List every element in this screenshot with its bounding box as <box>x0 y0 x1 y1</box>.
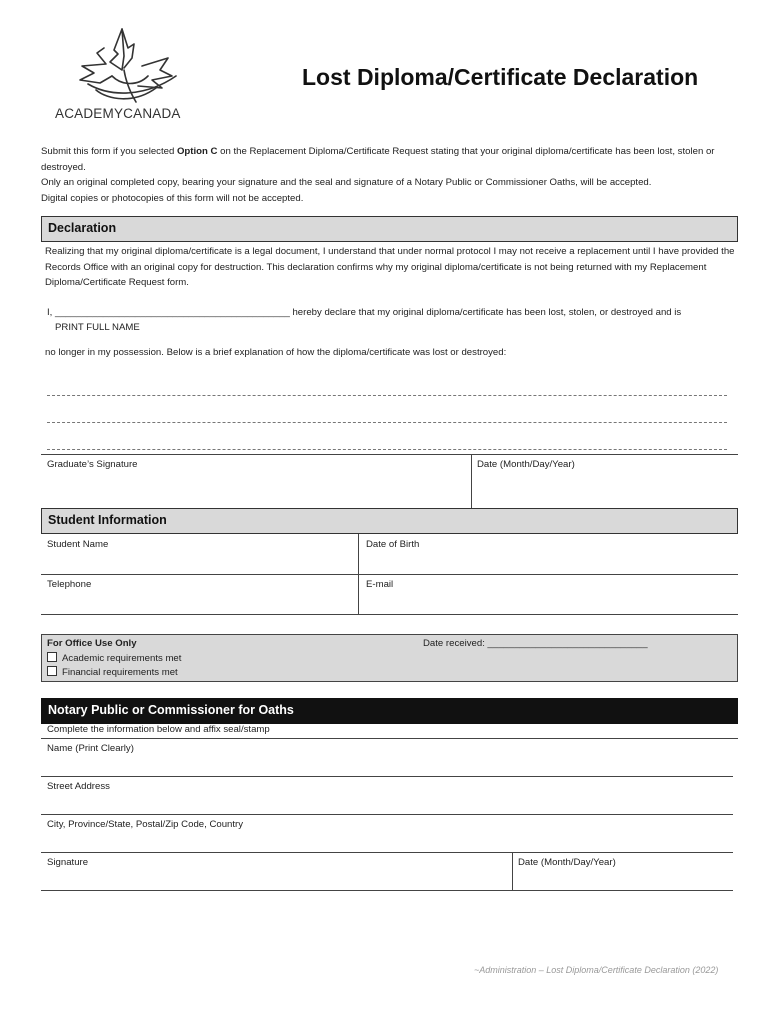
intro-text <box>41 144 741 206</box>
notary-rule-4 <box>41 890 733 891</box>
page-footer: ~Administration – Lost Diploma/Certificate Declaration (2022) <box>474 965 719 975</box>
print-name-label: PRINT FULL NAME <box>55 322 140 333</box>
academic-requirements-checkbox[interactable]: Academic requirements met <box>47 652 181 664</box>
declaration-statement-continued: no longer in my possession. Below is a brief explanation of how the diploma/certificate was lost or destroyed: <box>45 347 507 358</box>
notary-street-field[interactable]: Street Address <box>47 781 110 792</box>
student-info-heading: Student Information <box>41 508 738 534</box>
intro-line-3: Digital copies or photocopies of this form will not be accepted. <box>41 192 304 204</box>
declaration-heading: Declaration <box>41 216 738 242</box>
signature-row-top-rule <box>41 454 738 455</box>
financial-requirements-checkbox[interactable]: Financial requirements met <box>47 666 178 678</box>
graduate-date-field[interactable]: Date (Month/Day/Year) <box>477 459 575 470</box>
notary-date-field[interactable]: Date (Month/Day/Year) <box>518 857 616 868</box>
email-field[interactable]: E-mail <box>366 579 394 590</box>
full-name-blank[interactable]: ____________________________________________ <box>55 307 290 318</box>
student-name-field[interactable]: Student Name <box>47 539 109 550</box>
declaration-paragraph: Realizing that my original diploma/certificate is a legal document, I understand that under normal protocol I may not receive a replacement until I have provided the Records Office with an original copy for destruction. This declaration confirms why my original diploma/certificate is not being returned with my Replacement Diploma/Certificate Request form. <box>45 246 735 288</box>
student-info-rule-1 <box>41 574 738 575</box>
notary-heading: Notary Public or Commissioner for Oaths <box>41 698 738 724</box>
intro-line-1: Submit this form if you selected Option C on the Replacement Diploma/Certificate Request stating that your original diploma/certificate has been lost, stolen or destroyed. <box>41 146 715 173</box>
checkbox-icon <box>47 666 57 676</box>
office-use-heading: For Office Use Only <box>47 638 137 649</box>
notary-rule-1 <box>41 776 733 777</box>
explanation-line-2[interactable] <box>47 422 727 423</box>
date-of-birth-field[interactable]: Date of Birth <box>366 539 420 550</box>
notary-rule-3 <box>41 852 733 853</box>
graduate-signature-field[interactable]: Graduate’s Signature <box>47 459 138 470</box>
date-received-field[interactable]: Date received: ______________________________ <box>423 638 648 649</box>
telephone-field[interactable]: Telephone <box>47 579 92 590</box>
intro-line-2: Only an original completed copy, bearing your signature and the seal and signature of a Notary Public or Commissioner Oaths, will be accepted. <box>41 177 652 188</box>
signature-row-divider <box>471 454 472 508</box>
declaration-statement: I, ____________________________________________ hereby declare that my original diploma/certificate has been lost, stolen, or destroyed and is <box>47 307 682 318</box>
page-title: Lost Diploma/Certificate Declaration <box>302 64 699 90</box>
notary-subheading: Complete the information below and affix seal/stamp <box>47 724 270 735</box>
notary-rule-0 <box>41 738 738 739</box>
notary-city-field[interactable]: City, Province/State, Postal/Zip Code, Country <box>47 819 244 830</box>
notary-signature-divider <box>512 852 513 890</box>
notary-signature-field[interactable]: Signature <box>47 857 89 868</box>
checkbox-icon <box>47 652 57 662</box>
notary-rule-2 <box>41 814 733 815</box>
student-info-rule-2 <box>41 614 738 615</box>
notary-name-field[interactable]: Name (Print Clearly) <box>47 743 134 754</box>
logo-wordmark: ACADEMYCANADA <box>55 106 181 121</box>
explanation-line-1[interactable] <box>47 395 727 396</box>
explanation-line-3[interactable] <box>47 449 727 450</box>
